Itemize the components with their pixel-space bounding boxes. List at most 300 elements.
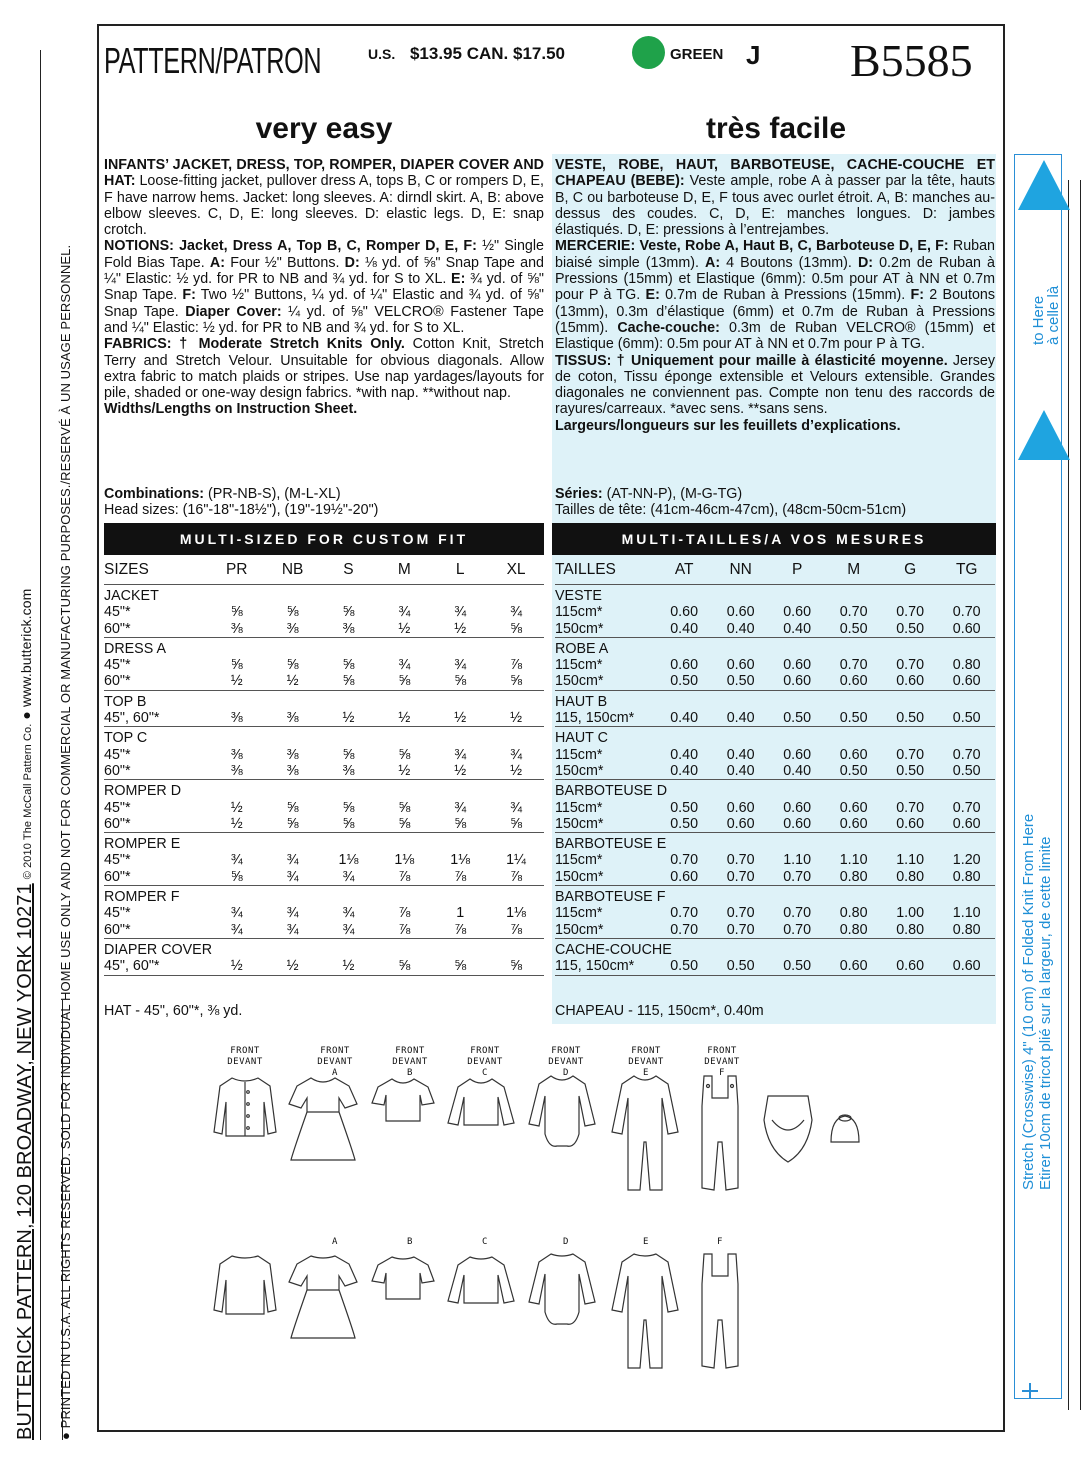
yardage-cell: 0.80 bbox=[952, 868, 981, 885]
description-en: INFANTS’ JACKET, DRESS, TOP, ROMPER, DIAPER COVER AND HAT: Loose-fitting jacket, pullover dress A, tops B, C or rompers D, E, F have narrow hems. Jacket: long sleeves. A: dirndl skirt. A, B: above elbow sleeves. C, D, E: long sleeves. D: elastic legs. D, E: snap crotch. NOTIONS: Jacket, Dress A, Top B, C, Romper D, E, F: ½" Single Fold Bias Tape. A: Four ½" Buttons. D: ⅛ yd. of ⅝" Snap Tape and ¼" Elastic: ½ yd. for PR to NB and ¾ yd. for S to XL. E: ¾ yd. of ⅝" Snap Tape. F: Two ½" Buttons, ¼ yd. of ¼" Elastic and ¾ yd. of ⅝" Snap Tape. Diaper Cover: ¼ yd. of ⅝" VELCRO® Fastener Tape and ¼" Elastic: ½ yd. for PR to NB and ¾ yd. for S to XL. FABRICS: † Moderate Stretch Knits Only. Cotton Knit, Stretch Terry and Stretch Velour. Unsuitable for obvious diagonals. Allow extra fabric to match plaids or stripes. Use nap yardages/layouts for pile, shaded or one-way design fabrics. *with nap. **without nap. Widths/Lengths on Instruction Sheet. bbox=[104, 157, 545, 418]
pattern-code: B5585 bbox=[850, 35, 973, 86]
yardage-table-en bbox=[104, 556, 544, 978]
yardage-cell: 0.60 bbox=[896, 815, 925, 832]
yardage-cell: 0.60 bbox=[783, 604, 812, 621]
figure-label-back: B bbox=[407, 1237, 413, 1247]
yardage-cell: ½ bbox=[286, 958, 299, 975]
romper-e-sketch bbox=[610, 1072, 680, 1194]
table-group-title bbox=[555, 637, 995, 657]
yardage-cell: ½ bbox=[342, 958, 355, 975]
yardage-cell: ¾ bbox=[230, 852, 243, 869]
yardage-cell: 1⅛ bbox=[394, 852, 415, 869]
yardage-cell: ½ bbox=[510, 710, 523, 727]
top-c-sketch bbox=[446, 1075, 516, 1130]
jacket-sketch bbox=[210, 1072, 280, 1142]
yardage-cell: 0.80 bbox=[896, 921, 925, 938]
table-header-cell: SIZES bbox=[104, 560, 149, 578]
yardage-cell: ½ bbox=[454, 762, 467, 779]
yardage-cell: ½ bbox=[286, 673, 299, 690]
yardage-cell: ⅝ bbox=[398, 958, 411, 975]
yardage-cell: 0.40 bbox=[670, 710, 699, 727]
table-row bbox=[555, 905, 995, 921]
group-title-cell: TOP B bbox=[104, 690, 544, 710]
yardage-cell: ⅝ bbox=[230, 604, 243, 621]
yardage-cell: 0.40 bbox=[670, 762, 699, 779]
table-row bbox=[555, 869, 995, 886]
yardage-cell: ¾ bbox=[342, 905, 355, 922]
yardage-cell: 0.50 bbox=[670, 815, 699, 832]
width-cell: 150cm* bbox=[555, 815, 604, 832]
yardage-cell: ⅝ bbox=[510, 673, 523, 690]
table-row bbox=[104, 747, 544, 763]
can-label: CAN. bbox=[466, 44, 509, 63]
width-cell: 45"* bbox=[104, 657, 131, 674]
width-cell: 45"* bbox=[104, 852, 131, 869]
yardage-cell: ⅜ bbox=[230, 620, 243, 637]
gauge-rule bbox=[1080, 180, 1081, 1410]
yardage-cell: ⅝ bbox=[342, 604, 355, 621]
dress-a-back-sketch bbox=[283, 1250, 363, 1342]
yardage-cell: ¾ bbox=[510, 604, 523, 621]
yardage-cell: ⅝ bbox=[398, 799, 411, 816]
us-label: U.S. bbox=[368, 46, 396, 62]
width-cell: 45"* bbox=[104, 746, 131, 763]
yardage-cell: ⅝ bbox=[510, 958, 523, 975]
yardage-cell: 1⅛ bbox=[450, 852, 471, 869]
width-cell: 60"* bbox=[104, 815, 131, 832]
yardage-cell: 0.60 bbox=[839, 799, 868, 816]
figure-label-back: D bbox=[563, 1237, 569, 1247]
yardage-cell: ¾ bbox=[510, 799, 523, 816]
yardage-cell: ⅝ bbox=[286, 604, 299, 621]
yardage-cell: ¾ bbox=[398, 657, 411, 674]
table-group-title bbox=[104, 585, 544, 605]
yardage-cell: ⅞ bbox=[510, 921, 523, 938]
yardage-cell: ⅝ bbox=[342, 657, 355, 674]
yardage-cell: 0.70 bbox=[896, 657, 925, 674]
table-row bbox=[555, 816, 995, 833]
romper-f-sketch bbox=[690, 1072, 750, 1194]
rights-text: PRINTED IN U.S.A. ALL RIGHTS RESERVED. SOLD FOR INDIVIDUAL HOME USE ONLY AND NOT FOR COMMERCIAL OR MANUFACTURING PURPOSES./RESERVÉ À UN USAGE PERSONNEL. bbox=[58, 244, 73, 1429]
yardage-cell: 1.10 bbox=[952, 905, 981, 922]
yardage-cell: ¾ bbox=[286, 921, 299, 938]
yardage-cell: ¾ bbox=[454, 799, 467, 816]
yardage-cell: 0.60 bbox=[952, 958, 981, 975]
pattern-label: PATTERN/PATRON bbox=[104, 40, 322, 81]
figure-label-front: FRONT DEVANT B bbox=[392, 1046, 428, 1078]
yardage-cell: ¾ bbox=[286, 868, 299, 885]
yardage-cell: 0.50 bbox=[896, 620, 925, 637]
yardage-cell: ⅝ bbox=[510, 815, 523, 832]
table-row bbox=[555, 852, 995, 868]
yardage-cell: 0.60 bbox=[896, 958, 925, 975]
yardage-cell: ⅜ bbox=[286, 762, 299, 779]
table-header-cell: TG bbox=[955, 560, 978, 578]
width-cell: 115, 150cm* bbox=[555, 958, 635, 975]
yardage-cell: 1.10 bbox=[896, 852, 925, 869]
yardage-cell: 0.60 bbox=[670, 868, 699, 885]
table-row bbox=[104, 710, 544, 727]
yardage-cell: 0.80 bbox=[952, 657, 981, 674]
yardage-cell: ⅝ bbox=[286, 799, 299, 816]
yardage-cell: ⅜ bbox=[230, 710, 243, 727]
group-title-cell: ROMPER E bbox=[104, 833, 544, 853]
table-row bbox=[104, 852, 544, 868]
table-group-title bbox=[555, 727, 995, 747]
yardage-cell: 0.50 bbox=[896, 710, 925, 727]
romper-f-back-sketch bbox=[690, 1250, 750, 1372]
width-cell: 60"* bbox=[104, 868, 131, 885]
yardage-cell: 0.40 bbox=[783, 762, 812, 779]
yardage-cell: 0.60 bbox=[952, 673, 981, 690]
width-cell: 150cm* bbox=[555, 921, 604, 938]
yardage-cell: 0.60 bbox=[726, 799, 755, 816]
arrow-up-icon bbox=[1018, 160, 1070, 210]
yardage-cell: ⅝ bbox=[398, 746, 411, 763]
diaper-cover-sketch bbox=[758, 1090, 818, 1170]
combinations-fr: Séries: (AT-NN-P), (M-G-TG) Tailles de tête: (41cm-46cm-47cm), (48cm-50cm-51cm) bbox=[555, 486, 907, 518]
yardage-cell: 0.50 bbox=[670, 958, 699, 975]
width-cell: 115, 150cm* bbox=[555, 710, 635, 727]
width-cell: 115cm* bbox=[555, 604, 603, 621]
yardage-cell: ¾ bbox=[398, 604, 411, 621]
yardage-cell: ⅞ bbox=[454, 868, 467, 885]
yardage-cell: 1.10 bbox=[839, 852, 868, 869]
yardage-cell: 1.10 bbox=[783, 852, 812, 869]
yardage-cell: ⅞ bbox=[510, 868, 523, 885]
yardage-cell: ⅜ bbox=[342, 620, 355, 637]
table-row bbox=[104, 869, 544, 886]
table-row bbox=[555, 800, 995, 816]
yardage-cell: 0.70 bbox=[783, 905, 812, 922]
table-header-cell: S bbox=[343, 560, 354, 578]
table-bottom-rule bbox=[555, 975, 995, 978]
group-title-cell: DIAPER COVER bbox=[104, 938, 544, 958]
yardage-cell: 0.70 bbox=[670, 921, 699, 938]
yardage-cell: ¾ bbox=[342, 921, 355, 938]
yardage-cell: 0.70 bbox=[726, 905, 755, 922]
width-cell: 45"* bbox=[104, 799, 131, 816]
yardage-cell: 0.80 bbox=[896, 868, 925, 885]
can-price: $17.50 bbox=[513, 44, 565, 63]
table-group-title bbox=[555, 690, 995, 710]
gauge-cross-icon bbox=[1029, 1383, 1031, 1399]
yardage-cell: 0.70 bbox=[952, 604, 981, 621]
group-title-cell: HAUT C bbox=[555, 727, 995, 747]
yardage-cell: 0.40 bbox=[726, 762, 755, 779]
bullet-icon: ● bbox=[58, 1432, 73, 1440]
yardage-cell: 0.70 bbox=[670, 905, 699, 922]
yardage-cell: 0.60 bbox=[670, 657, 699, 674]
table-header-row bbox=[555, 556, 995, 585]
table-group-title bbox=[555, 833, 995, 853]
yardage-cell: 0.40 bbox=[670, 746, 699, 763]
yardage-cell: 0.50 bbox=[952, 762, 981, 779]
width-cell: 60"* bbox=[104, 620, 131, 637]
yardage-cell: ⅜ bbox=[286, 620, 299, 637]
yardage-cell: 0.50 bbox=[839, 710, 868, 727]
yardage-cell: 0.50 bbox=[839, 762, 868, 779]
width-cell: 150cm* bbox=[555, 762, 604, 779]
yardage-cell: 0.60 bbox=[670, 604, 699, 621]
yardage-cell: 0.80 bbox=[839, 921, 868, 938]
yardage-cell: ½ bbox=[398, 762, 411, 779]
yardage-cell: 0.50 bbox=[783, 958, 812, 975]
side-rights-text bbox=[58, 20, 73, 1440]
table-header-cell: P bbox=[791, 560, 803, 578]
table-row bbox=[104, 800, 544, 816]
price-block bbox=[368, 44, 565, 64]
yardage-cell: ¾ bbox=[286, 905, 299, 922]
yardage-cell: ½ bbox=[342, 710, 355, 727]
figure-label-front: FRONT DEVANT F bbox=[704, 1046, 740, 1078]
yardage-cell: 0.50 bbox=[783, 710, 812, 727]
group-title-cell: ROMPER D bbox=[104, 780, 544, 800]
difficulty-en: very easy bbox=[255, 112, 393, 145]
yardage-cell: ¾ bbox=[230, 905, 243, 922]
yardage-cell: 0.60 bbox=[726, 815, 755, 832]
yardage-cell: 0.50 bbox=[839, 620, 868, 637]
table-bottom-rule bbox=[104, 975, 544, 978]
yardage-cell: 1.20 bbox=[952, 852, 981, 869]
romper-d-back-sketch bbox=[527, 1250, 597, 1330]
width-cell: 45", 60"* bbox=[104, 710, 160, 727]
yardage-cell: ⅝ bbox=[510, 620, 523, 637]
figure-label-back: F bbox=[717, 1237, 723, 1247]
figure-label-front: FRONT DEVANT C bbox=[467, 1046, 503, 1078]
table-row bbox=[555, 621, 995, 638]
figure-label-back: C bbox=[482, 1237, 488, 1247]
yardage-cell: 1 bbox=[456, 905, 465, 922]
publisher-address: BUTTERICK PATTERN, 120 BROADWAY, NEW YORK 10271 bbox=[14, 883, 36, 1440]
jacket-back-sketch bbox=[210, 1250, 280, 1320]
yardage-cell: 1.00 bbox=[896, 905, 925, 922]
us-price: $13.95 bbox=[409, 44, 462, 63]
yardage-cell: 0.40 bbox=[726, 746, 755, 763]
group-title-cell: BARBOTEUSE F bbox=[555, 886, 995, 906]
yardage-cell: 0.80 bbox=[839, 868, 868, 885]
yardage-cell: ½ bbox=[230, 815, 243, 832]
table-header-cell: G bbox=[904, 560, 917, 578]
yardage-cell: ¾ bbox=[510, 746, 523, 763]
table-row bbox=[555, 922, 995, 939]
table-row bbox=[555, 958, 995, 975]
yardage-cell: 0.80 bbox=[839, 905, 868, 922]
width-cell: 45"* bbox=[104, 905, 131, 922]
size-bar-en: MULTI-SIZED FOR CUSTOM FIT bbox=[104, 523, 544, 555]
bullet-icon: ● bbox=[18, 711, 34, 720]
figure-label-front: FRONT DEVANT A bbox=[317, 1046, 353, 1078]
yardage-cell: ¾ bbox=[454, 657, 467, 674]
yardage-cell: 0.70 bbox=[726, 852, 755, 869]
width-cell: 150cm* bbox=[555, 673, 604, 690]
table-row bbox=[104, 621, 544, 638]
yardage-cell: ⅞ bbox=[398, 921, 411, 938]
difficulty-fr: très facile bbox=[705, 112, 847, 145]
yardage-cell: ½ bbox=[230, 799, 243, 816]
yardage-cell: 0.60 bbox=[783, 815, 812, 832]
table-header-cell: NN bbox=[729, 560, 752, 578]
yardage-cell: 0.60 bbox=[952, 620, 981, 637]
yardage-cell: 0.70 bbox=[896, 746, 925, 763]
figure-label-front: FRONT DEVANT bbox=[227, 1046, 263, 1067]
yardage-cell: 0.50 bbox=[670, 799, 699, 816]
table-header-cell: M bbox=[397, 560, 411, 578]
yardage-cell: ⅜ bbox=[286, 746, 299, 763]
group-title-cell: CACHE-COUCHE bbox=[555, 938, 995, 958]
width-cell: 45"* bbox=[104, 604, 131, 621]
yardage-cell: 0.60 bbox=[783, 746, 812, 763]
yardage-cell: ⅜ bbox=[230, 762, 243, 779]
width-cell: 60"* bbox=[104, 921, 131, 938]
yardage-cell: ⅝ bbox=[454, 673, 467, 690]
yardage-cell: ⅜ bbox=[342, 762, 355, 779]
yardage-cell: ⅝ bbox=[342, 673, 355, 690]
yardage-cell: 0.60 bbox=[839, 746, 868, 763]
table-header-row bbox=[104, 556, 544, 585]
yardage-cell: 0.50 bbox=[726, 673, 755, 690]
group-title-cell: ROMPER F bbox=[104, 886, 544, 906]
gauge-to-here: to Here bbox=[1030, 295, 1047, 345]
yardage-cell: 0.60 bbox=[783, 657, 812, 674]
width-cell: 115cm* bbox=[555, 799, 603, 816]
yardage-cell: ⅝ bbox=[342, 746, 355, 763]
gauge-rule bbox=[1068, 180, 1069, 1410]
table-group-title bbox=[555, 938, 995, 958]
yardage-cell: ⅝ bbox=[230, 868, 243, 885]
yardage-cell: 1⅛ bbox=[506, 905, 526, 922]
group-title-cell: ROBE A bbox=[555, 637, 995, 657]
yardage-cell: 0.60 bbox=[896, 673, 925, 690]
yardage-cell: 0.60 bbox=[839, 673, 868, 690]
yardage-cell: 0.70 bbox=[670, 852, 699, 869]
yardage-cell: 0.60 bbox=[839, 958, 868, 975]
table-group-title bbox=[104, 886, 544, 906]
width-cell: 115cm* bbox=[555, 852, 603, 869]
combinations-en: Combinations: (PR-NB-S), (M-L-XL) Head sizes: (16"-18"-18½"), (19"-19½"-20") bbox=[104, 486, 379, 518]
table-row bbox=[104, 657, 544, 673]
yardage-cell: 0.60 bbox=[839, 815, 868, 832]
yardage-table-fr bbox=[555, 556, 995, 978]
hat-sketch bbox=[825, 1110, 865, 1150]
table-row bbox=[555, 673, 995, 690]
group-title-cell: HAUT B bbox=[555, 690, 995, 710]
yardage-cell: 0.70 bbox=[952, 746, 981, 763]
size-bar-fr: MULTI-TAILLES/A VOS MESURES bbox=[552, 523, 996, 555]
table-row bbox=[555, 710, 995, 727]
table-row bbox=[104, 905, 544, 921]
yardage-cell: ¾ bbox=[454, 604, 467, 621]
table-header-cell: AT bbox=[674, 560, 694, 578]
yardage-cell: ⅝ bbox=[398, 815, 411, 832]
color-label: GREEN bbox=[670, 46, 724, 63]
left-rule bbox=[40, 50, 41, 1440]
width-cell: 60"* bbox=[104, 673, 131, 690]
figure-label-back: E bbox=[643, 1237, 649, 1247]
yardage-cell: ⅝ bbox=[286, 815, 299, 832]
yardage-cell: 1¼ bbox=[506, 852, 526, 869]
table-row bbox=[104, 922, 544, 939]
yardage-cell: 0.60 bbox=[726, 657, 755, 674]
copyright: © 2010 The McCall Pattern Co. bbox=[22, 723, 34, 880]
width-cell: 60"* bbox=[104, 762, 131, 779]
yardage-cell: 0.40 bbox=[726, 620, 755, 637]
side-legal-text bbox=[14, 20, 37, 1440]
arrow-up-icon bbox=[1018, 410, 1070, 460]
top-c-back-sketch bbox=[446, 1253, 516, 1308]
yardage-cell: ½ bbox=[230, 958, 243, 975]
dress-a-sketch bbox=[283, 1072, 363, 1164]
yardage-cell: ¾ bbox=[342, 868, 355, 885]
yardage-cell: 0.40 bbox=[670, 620, 699, 637]
yardage-cell: 0.60 bbox=[952, 815, 981, 832]
yardage-cell: ½ bbox=[510, 762, 523, 779]
width-cell: 115cm* bbox=[555, 746, 603, 763]
yardage-cell: 0.70 bbox=[783, 868, 812, 885]
yardage-cell: ½ bbox=[454, 710, 467, 727]
yardage-cell: 0.80 bbox=[952, 921, 981, 938]
yardage-cell: ⅝ bbox=[230, 657, 243, 674]
color-dot-icon bbox=[632, 36, 665, 69]
table-header-cell: PR bbox=[225, 560, 248, 578]
group-title-cell: VESTE bbox=[555, 585, 995, 605]
table-group-title bbox=[555, 585, 995, 605]
table-group-title bbox=[104, 637, 544, 657]
yardage-cell: ¾ bbox=[230, 921, 243, 938]
width-cell: 115cm* bbox=[555, 657, 603, 674]
figure-label-back: A bbox=[332, 1237, 338, 1247]
yardage-cell: ½ bbox=[230, 673, 243, 690]
group-title-cell: TOP C bbox=[104, 727, 544, 747]
yardage-cell: ⅝ bbox=[342, 799, 355, 816]
table-row bbox=[555, 763, 995, 780]
table-group-title bbox=[104, 833, 544, 853]
yardage-cell: 0.50 bbox=[670, 673, 699, 690]
width-cell: 45", 60"* bbox=[104, 958, 160, 975]
description-fr: VESTE, ROBE, HAUT, BARBOTEUSE, CACHE-COUCHE ET CHAPEAU (BEBE): Veste ample, robe A à passer par la tête, hauts B, C ou barboteuse D, E, F tous avec ourlet étroit. A, B: manches au-dessus des coudes. C, D, E: manches longues. D: jambes élastiqués. D, E: pressions à l’entrejambes. MERCERIE: Veste, Robe A, Haut B, C, Barboteuse D, E, F: Ruban biaisé simple (13mm). A: 4 Boutons (13mm). D: 0.2m de Ruban à Pressions (15mm) et Elastique (6mm): 0.5m pour AT à NN et 0.7m pour P à TG. E: 0.7m de Ruban à Pressions (15mm). F: 2 Boutons (13mm), 0.3m d’élastique (6mm) et 0.7m de Ruban à Pressions (15mm). Cache-couche: 0.3m de Ruban VELCRO® (15mm) et Elastique (6mm): 0.5m pour AT à NN et 0.7m pour P à TG. TISSUS: † Uniquement pour maille à élasticité moyenne. Jersey de coton, Tissu éponge extensible et Velours extensible. Grandes diagonales ne conviennent pas. Compte non tenu des raccords de rayures/carreaux. *avec sens. **sans sens. Largeurs/longueurs sur les feuillets d’explications. bbox=[555, 157, 995, 434]
yardage-cell: ⅝ bbox=[342, 815, 355, 832]
yardage-cell: ⅝ bbox=[454, 958, 467, 975]
yardage-cell: 0.40 bbox=[783, 620, 812, 637]
website: www.butterick.com bbox=[18, 588, 34, 708]
yardage-cell: 0.40 bbox=[726, 710, 755, 727]
table-group-title bbox=[104, 690, 544, 710]
yardage-cell: ½ bbox=[398, 710, 411, 727]
table-row bbox=[104, 958, 544, 975]
yardage-cell: 0.70 bbox=[726, 921, 755, 938]
table-group-title bbox=[555, 886, 995, 906]
yardage-cell: ⅞ bbox=[454, 921, 467, 938]
top-b-sketch bbox=[370, 1075, 436, 1125]
yardage-cell: 0.70 bbox=[896, 604, 925, 621]
group-title-cell: BARBOTEUSE D bbox=[555, 780, 995, 800]
yardage-cell: 0.50 bbox=[896, 762, 925, 779]
yardage-cell: 0.60 bbox=[783, 673, 812, 690]
romper-d-sketch bbox=[527, 1072, 597, 1152]
figure-label-front: FRONT DEVANT D bbox=[548, 1046, 584, 1078]
group-title-cell: JACKET bbox=[104, 585, 544, 605]
yardage-cell: ⅞ bbox=[398, 905, 411, 922]
hat-yardage-en: HAT - 45", 60"*, ⅜ yd. bbox=[104, 1003, 243, 1019]
yardage-cell: ⅜ bbox=[230, 746, 243, 763]
yardage-cell: 0.70 bbox=[952, 799, 981, 816]
top-b-back-sketch bbox=[370, 1253, 436, 1303]
table-row bbox=[555, 604, 995, 620]
yardage-cell: ¾ bbox=[286, 852, 299, 869]
table-header-cell: M bbox=[847, 560, 861, 578]
group-title-cell: DRESS A bbox=[104, 637, 544, 657]
table-row bbox=[104, 816, 544, 833]
